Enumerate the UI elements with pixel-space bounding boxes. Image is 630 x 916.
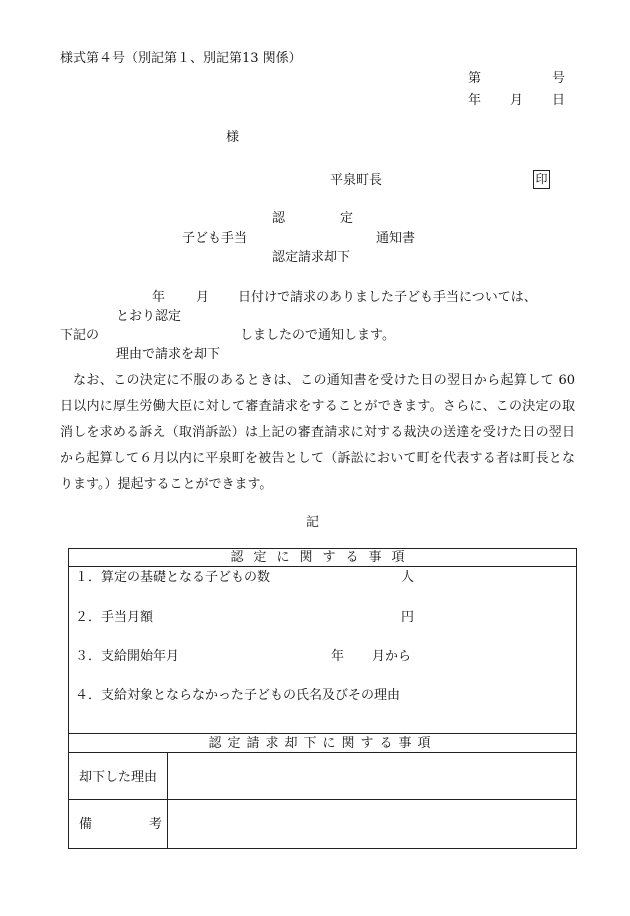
section2-header: 認定請求却下に関する事項 [208, 736, 437, 751]
body-date-text: 日付けで請求のありました子ども手当については、 [238, 290, 537, 305]
item1-unit: 人 [401, 570, 415, 585]
body-option-nintei: とおり認定 [116, 309, 182, 324]
item2-unit: 円 [401, 610, 415, 625]
seal-stamp: 印 [533, 170, 550, 189]
item3-unit-month: 月から [372, 649, 412, 664]
body-month: 月 [196, 290, 210, 305]
date-day: 日 [552, 93, 566, 108]
doc-number-go: 号 [552, 71, 566, 86]
section1-header: 認定に関する事項 [230, 550, 415, 565]
ki-heading: 記 [306, 515, 320, 530]
title-kyakka: 認定請求却下 [272, 250, 351, 265]
section2-divider [69, 752, 576, 753]
title-tei: 定 [340, 211, 354, 226]
remarks-label-1: 備 [79, 817, 93, 832]
date-month: 月 [510, 93, 524, 108]
notice-paragraph: なお、この決定に不服のあるときは、この通知書を受けた日の翌日から起算して 60 日以内に厚生労働大臣に対して審査請求をすることができます。さらに、この決定の取消しを求める訴え（取消訴訟）は上記の審査請求に対する裁決の送達を受けた日の翌日から起算して６月以内に平泉町を被告として（訴訟において町を代表する者は町長となります。）提起することができます。 [60, 373, 575, 492]
remarks-divider [69, 799, 576, 800]
remarks-label-2: 考 [149, 817, 163, 832]
item2-label: ２．手当月額 [75, 610, 154, 625]
addressee-sama: 様 [226, 130, 240, 145]
item3-unit-year: 年 [331, 649, 345, 664]
item3-label: ３．支給開始年月 [75, 649, 180, 664]
issuer-name: 平泉町長 [330, 173, 383, 188]
title-nin: 認 [272, 211, 286, 226]
title-suffix: 通知書 [376, 231, 416, 246]
reason-label: 却下した理由 [79, 770, 158, 785]
item4-label: ４．支給対象とならなかった子どもの氏名及びその理由 [75, 688, 401, 703]
details-table [68, 548, 577, 849]
body-option-kyakka: 理由で請求を却下 [116, 347, 221, 362]
date-year: 年 [468, 93, 482, 108]
item1-label: １．算定の基礎となる子どもの数 [75, 570, 271, 585]
section2-top-divider [69, 733, 576, 734]
form-number: 様式第４号（別記第１、別記第13 関係） [60, 51, 302, 66]
doc-number-dai: 第 [468, 71, 482, 86]
body-kaki: 下記の [60, 328, 100, 343]
label-column-divider [167, 752, 168, 848]
title-prefix: 子ども手当 [182, 231, 248, 246]
body-tail: しましたので通知します。 [240, 328, 395, 343]
body-year: 年 [152, 290, 166, 305]
section1-divider [69, 566, 576, 567]
